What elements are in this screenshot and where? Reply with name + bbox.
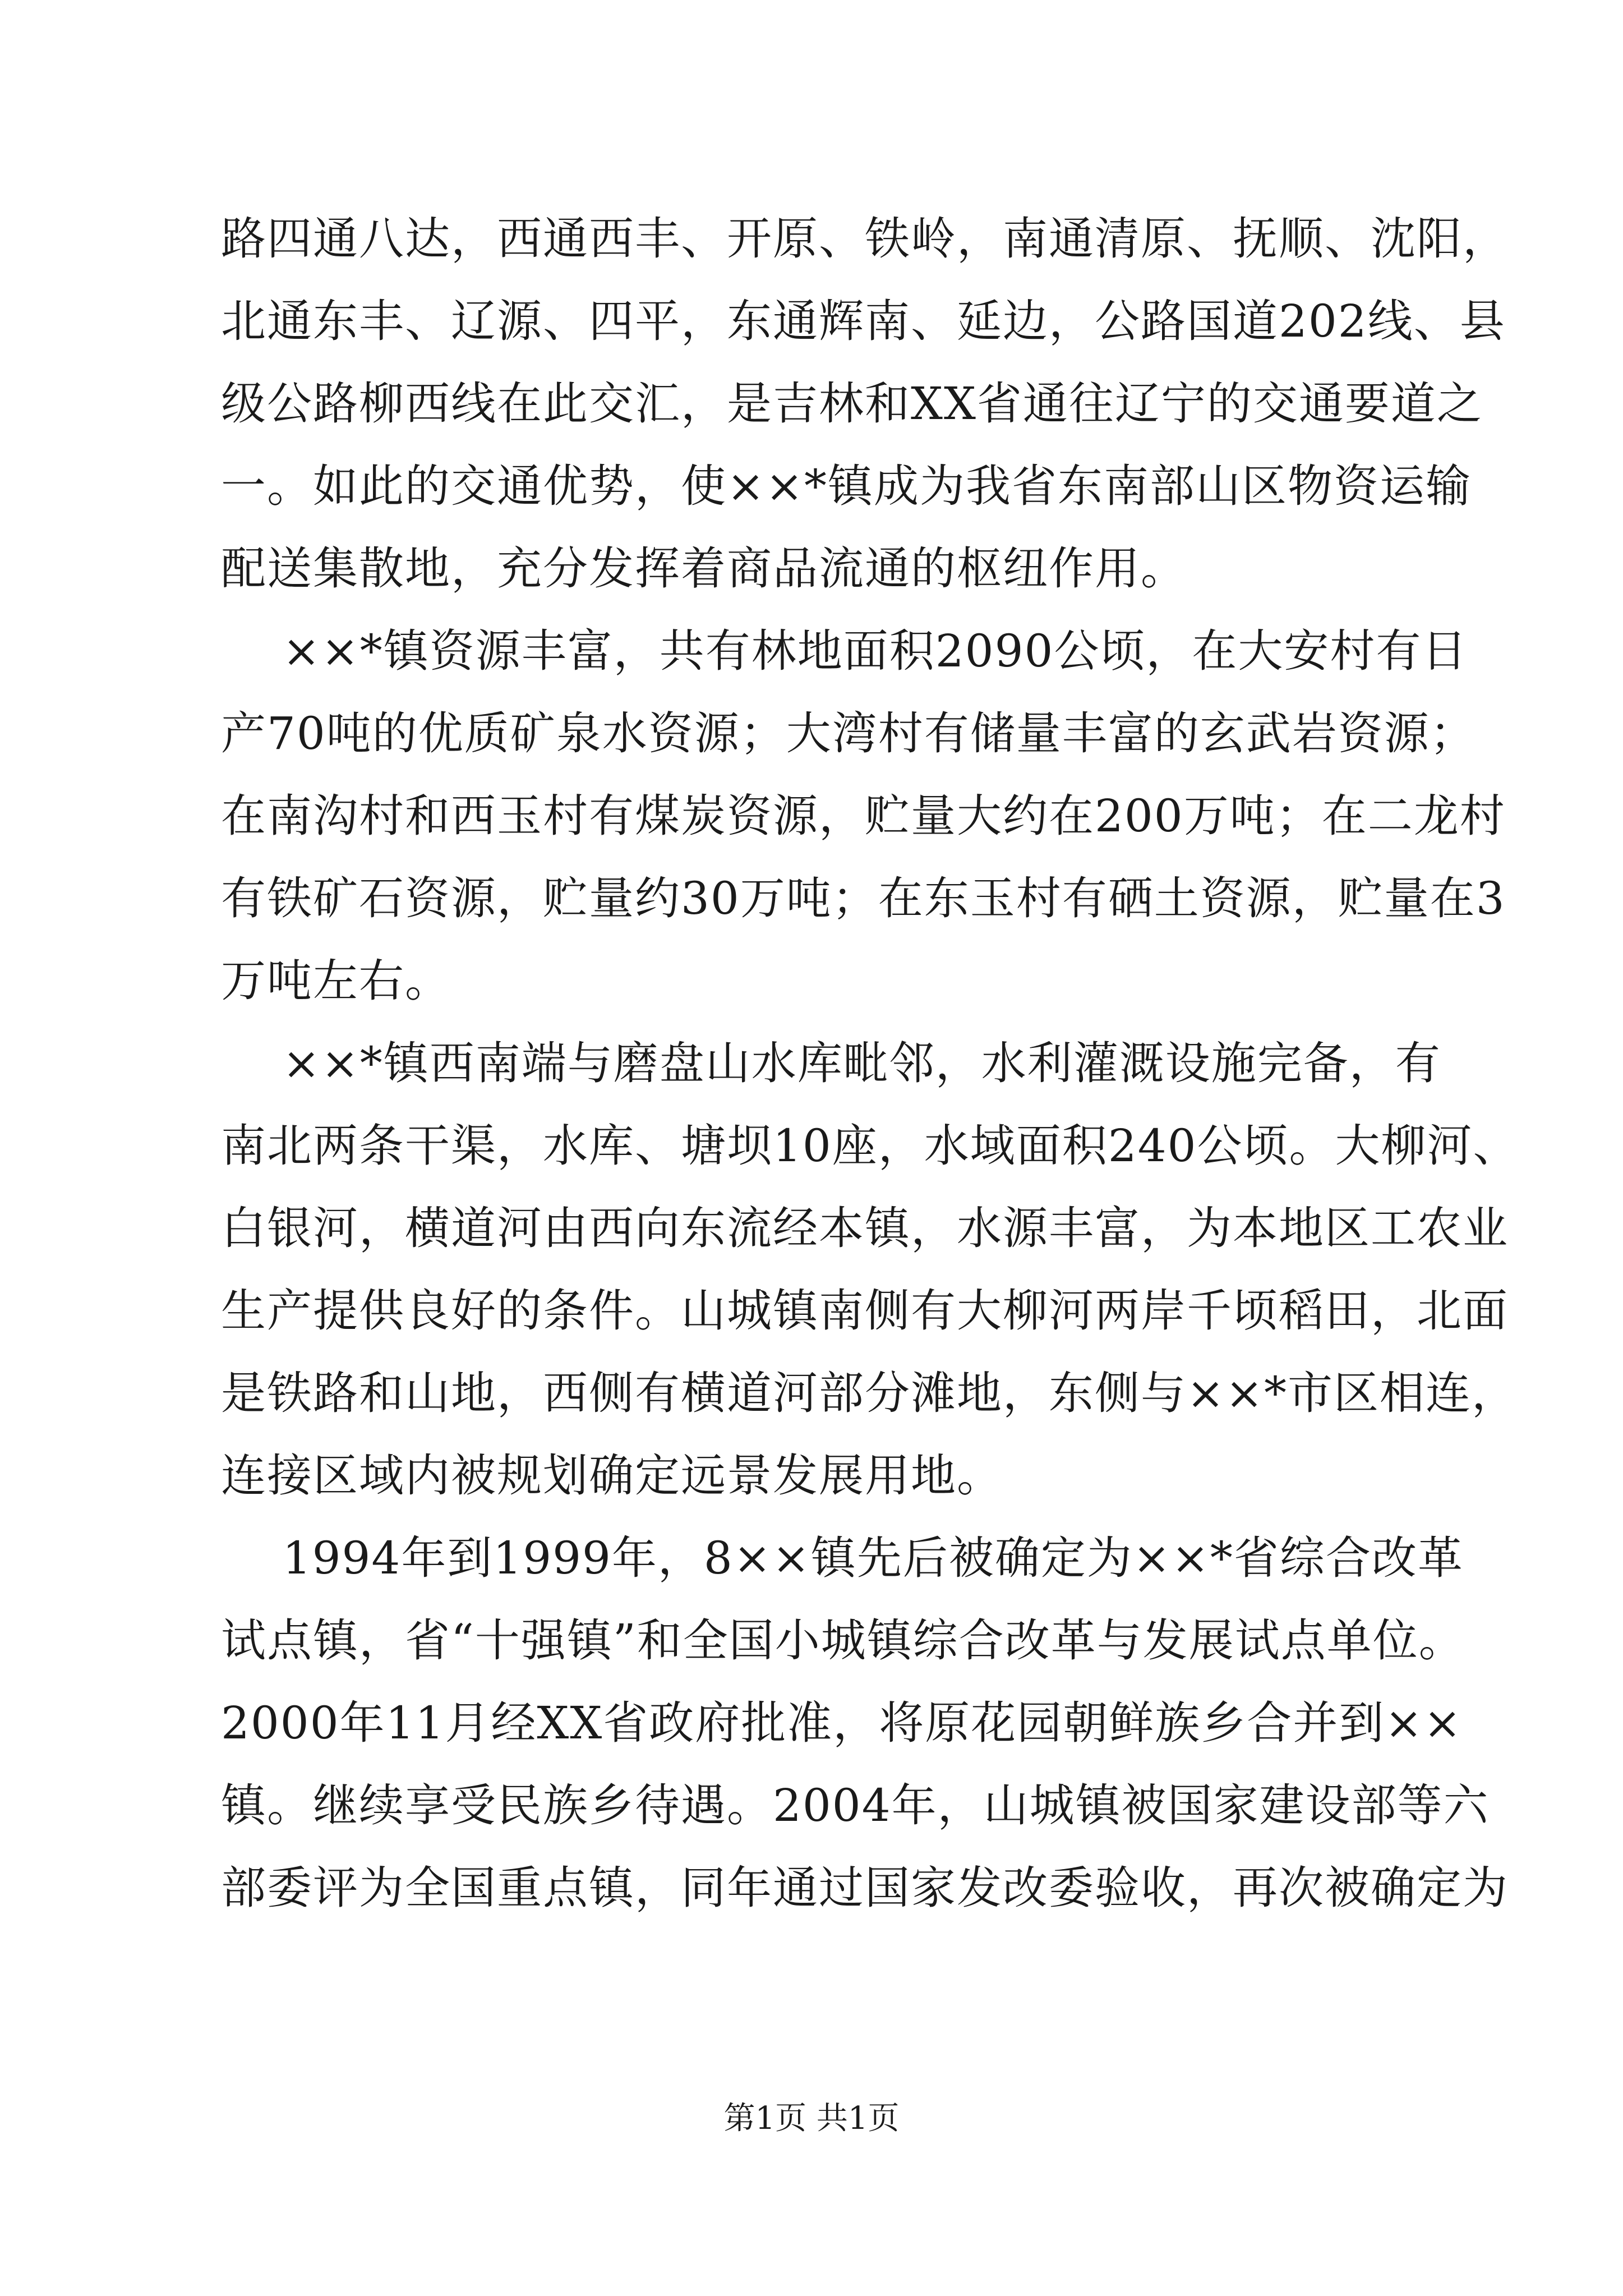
text-line: 1994年到1999年，8××镇先后被确定为××*省综合改革	[221, 1532, 1464, 1584]
text-line: ××*镇西南端与磨盘山水库毗邻，水利灌溉设施完备，有	[221, 1037, 1441, 1089]
text-line: 部委评为全国重点镇，同年通过国家发改委验收，再次被确定为	[221, 1862, 1509, 1914]
text-line: 级公路柳西线在此交汇，是吉林和XX省通往辽宁的交通要道之	[221, 378, 1483, 430]
page-footer: 第1页 共1页	[723, 2100, 900, 2137]
text-line: ××*镇资源丰富，共有林地面积2090公顷，在大安村有日	[221, 625, 1468, 677]
text-line: 生产提供良好的条件。山城镇南侧有大柳河两岸千顷稻田，北面	[221, 1285, 1509, 1337]
document-body	[221, 197, 1519, 1929]
text-line: 南北两条干渠，水库、塘坝10座，水域面积240公顷。大柳河、	[221, 1120, 1519, 1172]
text-line: 是铁路和山地，西侧有横道河部分滩地，东侧与××*市区相连，	[221, 1367, 1518, 1419]
text-line: 镇。继续享受民族乡待遇。2004年，山城镇被国家建设部等六	[221, 1779, 1490, 1832]
text-line: 万吨左右。	[221, 955, 451, 1007]
text-line: 2000年11月经XX省政府批准，将原花园朝鲜族乡合并到××	[221, 1697, 1463, 1749]
text-line: 有铁矿石资源，贮量约30万吨；在东玉村有硒土资源，贮量在3	[221, 872, 1506, 924]
text-line: 白银河，横道河由西向东流经本镇，水源丰富，为本地区工农业	[221, 1202, 1509, 1254]
text-line: 北通东丰、辽源、四平，东通辉南、延边，公路国道202线、县	[221, 295, 1506, 347]
text-line: 在南沟村和西玉村有煤炭资源，贮量大约在200万吨；在二龙村	[221, 790, 1506, 842]
text-line: 路四通八达，西通西丰、开原、铁岭，南通清原、抚顺、沈阳，	[221, 213, 1509, 265]
text-line: 一。如此的交通优势，使××*镇成为我省东南部山区物资运输	[221, 460, 1472, 512]
text-line: 连接区域内被规划确定远景发展用地。	[221, 1450, 1003, 1502]
text-line: 试点镇，省“十强镇”和全国小城镇综合改革与发展试点单位。	[221, 1614, 1465, 1667]
text-line: 产70吨的优质矿泉水资源；大湾村有储量丰富的玄武岩资源；	[221, 707, 1476, 760]
text-line: 配送集散地，充分发挥着商品流通的枢纽作用。	[221, 542, 1187, 595]
